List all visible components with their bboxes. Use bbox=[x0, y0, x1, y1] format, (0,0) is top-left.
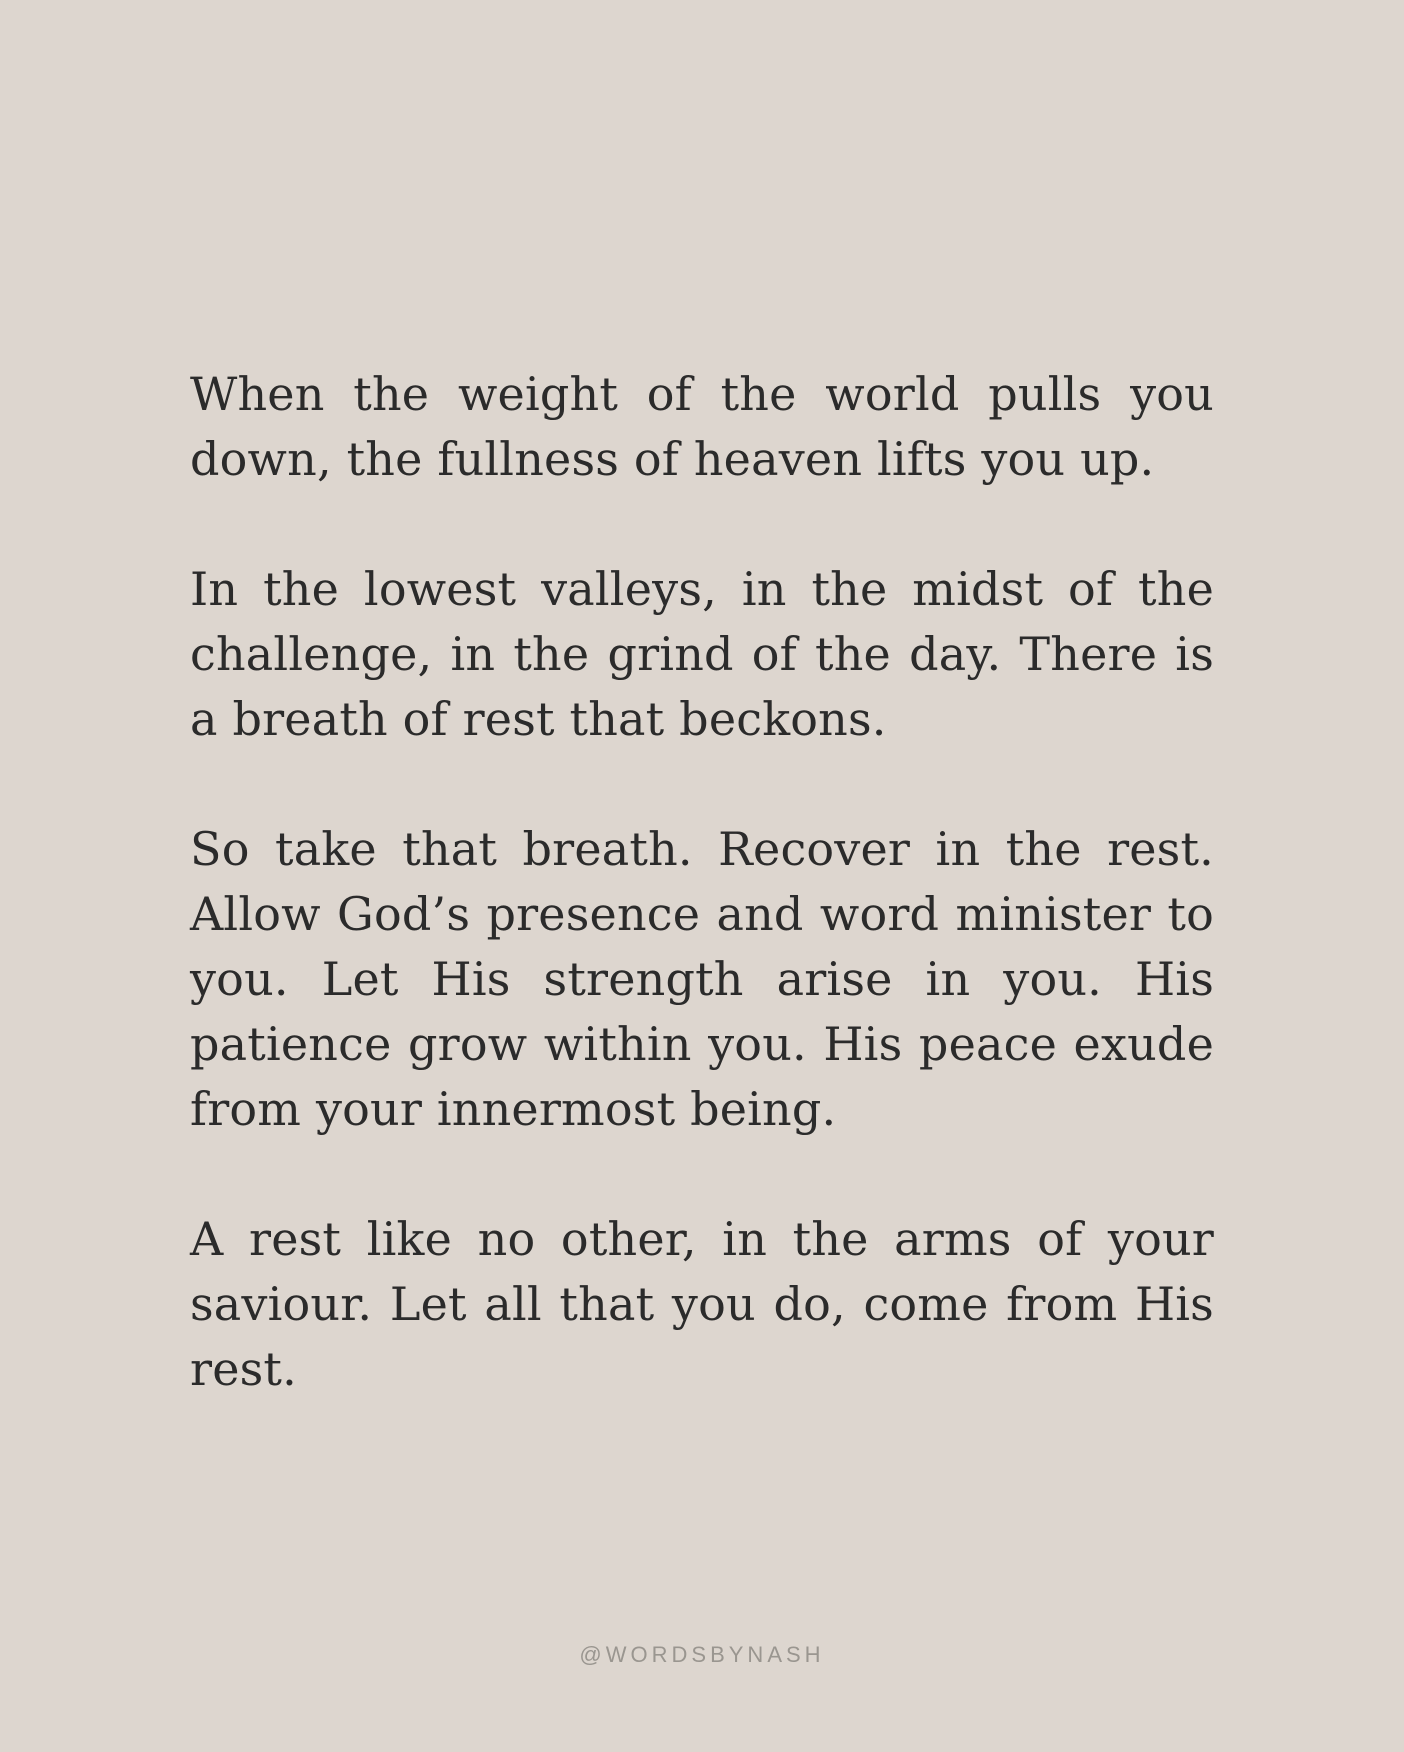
paragraph-1: When the weight of the world pulls you down, the fullness of heaven lifts you up. bbox=[190, 367, 1214, 486]
author-handle: @WORDSBYNASH bbox=[579, 1642, 825, 1667]
quote-text-block bbox=[190, 362, 1214, 1402]
paragraph-4: A rest like no other, in the arms of your saviour. Let all that you do, come from His rest. bbox=[190, 1212, 1214, 1396]
paragraph-2: In the lowest valleys, in the midst of the challenge, in the grind of the day. There is a breath of rest that beckons. bbox=[190, 562, 1214, 746]
paragraph-3: So take that breath. Recover in the rest. Allow God’s presence and word minister to you. Let His strength arise in you. His patience grow within you. His peace exude from your innermost being. bbox=[190, 822, 1214, 1136]
